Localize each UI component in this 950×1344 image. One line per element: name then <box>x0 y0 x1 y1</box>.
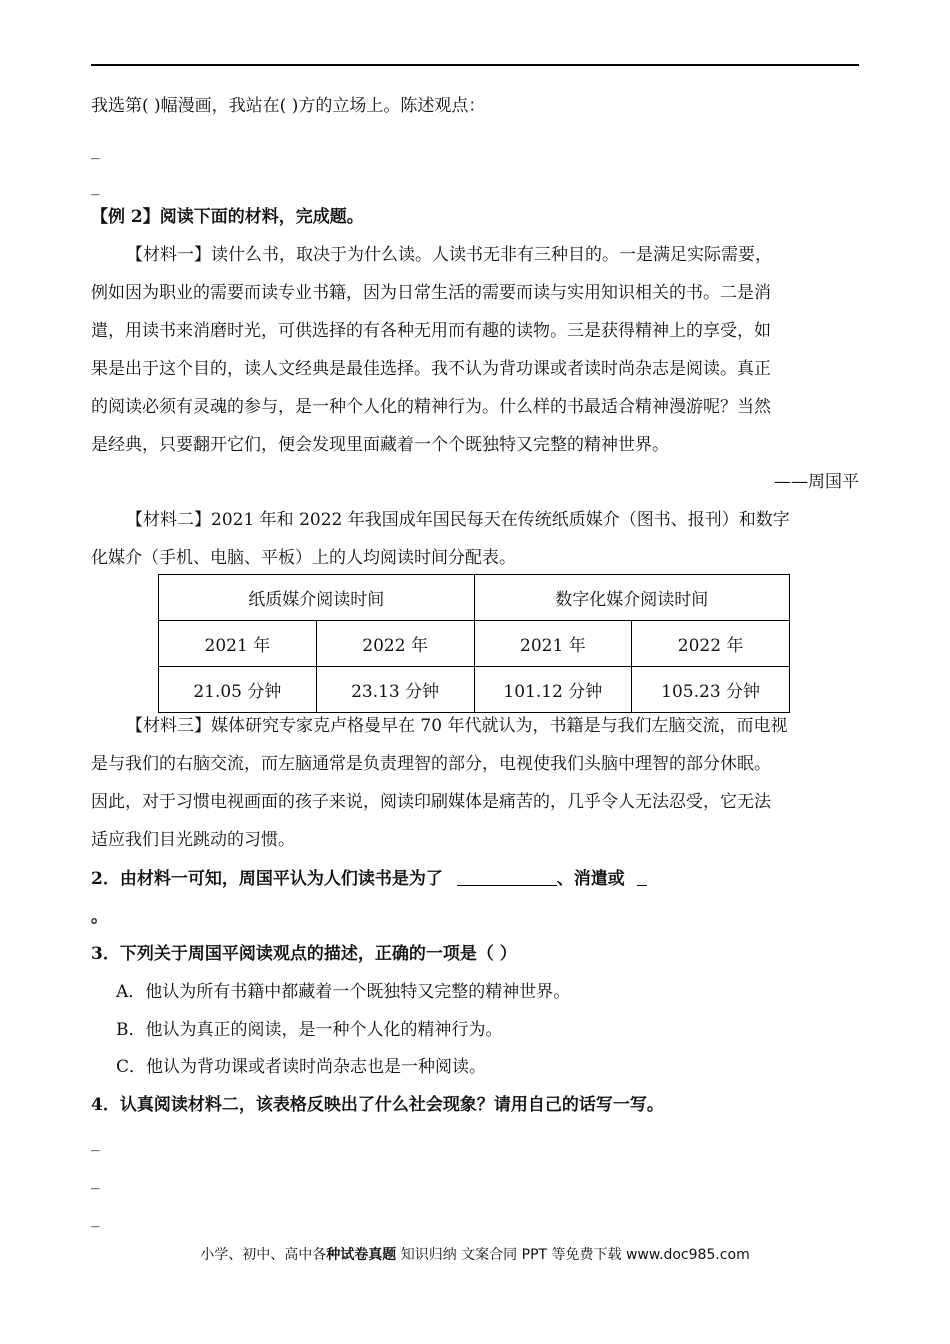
material3-line: 适应我们目光跳动的习惯。 <box>91 830 295 850</box>
table-year-cell: 2022 年 <box>632 621 790 667</box>
answer-blank[interactable] <box>637 869 647 886</box>
table-group-header: 数字化媒介阅读时间 <box>474 575 790 621</box>
question-2-text: 2．由材料一可知，周国平认为人们读书是为了 <box>91 869 443 889</box>
table-value-cell: 21.05 分钟 <box>159 667 317 713</box>
material2-line: 化媒介（手机、电脑、平板）上的人均阅读时间分配表。 <box>91 548 516 568</box>
question-3-option-a[interactable]: A．他认为所有书籍中都藏着一个既独特又完整的精神世界。 <box>116 982 571 1002</box>
question-2 <box>91 867 859 891</box>
material3-line: 【材料三】媒体研究专家克卢格曼早在 70 年代就认为，书籍是与我们左脑交流，而电视 <box>126 716 788 736</box>
answer-line[interactable]: _ <box>91 1170 100 1190</box>
footer-text: 小学、初中、高中各 <box>200 1247 327 1263</box>
material1-line: 例如因为职业的需要而读专业书籍，因为日常生活的需要而读与实用知识相关的书。二是消 <box>91 283 771 303</box>
question-3-stem: 3．下列关于周国平阅读观点的描述，正确的一项是（ ） <box>91 944 517 964</box>
material1-line: 【材料一】读什么书，取决于为什么读。人读书无非有三种目的。一是满足实际需要， <box>126 245 772 265</box>
comic-choice-prompt: 我选第( )幅漫画，我站在( )方的立场上。陈述观点： <box>91 96 486 116</box>
page-footer <box>0 1245 950 1265</box>
footer-text: 知识归纳 文案合同 PPT 等免费下载 www.doc985.com <box>396 1247 750 1263</box>
question-2-middle: 、消遣或 <box>556 869 625 889</box>
answer-line: _ <box>91 176 100 196</box>
table-value-cell: 101.12 分钟 <box>474 667 632 713</box>
table-year-cell: 2022 年 <box>316 621 474 667</box>
question-2-end: 。 <box>91 907 108 927</box>
answer-line[interactable]: _ <box>91 1208 100 1228</box>
reading-time-table <box>158 574 790 713</box>
question-4: 4．认真阅读材料二，该表格反映出了什么社会现象？请用自己的话写一写。 <box>91 1095 664 1115</box>
table-value-cell: 23.13 分钟 <box>316 667 474 713</box>
table-year-cell: 2021 年 <box>159 621 317 667</box>
question-3-option-c[interactable]: C．他认为背功课或者读时尚杂志也是一种阅读。 <box>116 1057 487 1077</box>
header-rule <box>91 64 859 66</box>
answer-blank[interactable] <box>457 869 557 886</box>
example-heading: 【例 2】阅读下面的材料，完成题。 <box>91 207 364 227</box>
material1-line: 果是出于这个目的，读人文经典是最佳选择。我不认为背功课或者读时尚杂志是阅读。真正 <box>91 359 771 379</box>
table-year-cell: 2021 年 <box>474 621 632 667</box>
table-value-cell: 105.23 分钟 <box>632 667 790 713</box>
material1-line: 的阅读必须有灵魂的参与，是一种个人化的精神行为。什么样的书最适合精神漫游呢？当然 <box>91 397 771 417</box>
question-3-option-b[interactable]: B．他认为真正的阅读，是一种个人化的精神行为。 <box>116 1020 503 1040</box>
material1-line: 遣，用读书来消磨时光，可供选择的有各种无用而有趣的读物。三是获得精神上的享受，如 <box>91 321 771 341</box>
material3-line: 是与我们的右脑交流，而左脑通常是负责理智的部分，电视使我们头脑中理智的部分休眠。 <box>91 754 771 774</box>
material1-line: 是经典，只要翻开它们，便会发现里面藏着一个个既独特又完整的精神世界。 <box>91 435 669 455</box>
answer-line: _ <box>91 140 100 160</box>
table-group-header: 纸质媒介阅读时间 <box>159 575 475 621</box>
footer-text-bold: 种试卷真题 <box>326 1247 397 1263</box>
material1-attribution: ——周国平 <box>774 472 859 492</box>
answer-line[interactable]: _ <box>91 1132 100 1152</box>
material3-line: 因此，对于习惯电视画面的孩子来说，阅读印刷媒体是痛苦的，几乎令人无法忍受，它无法 <box>91 792 771 812</box>
material2-line: 【材料二】2021 年和 2022 年我国成年国民每天在传统纸质媒介（图书、报刊）和数字 <box>126 510 790 530</box>
